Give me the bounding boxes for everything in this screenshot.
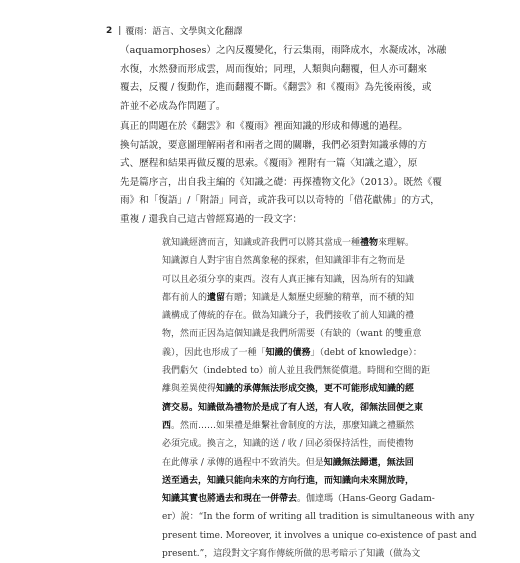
quote-line — [162, 271, 422, 289]
quote-line — [162, 417, 422, 435]
emphasized-text: 濟交易。知識做為禮物於是成了有人送，有人收，卻無法回便之東 — [162, 402, 424, 413]
paragraph-line: 換句話說，要意圖理解兩者和兩者之間的關聯，我們必須對知識承傳的方 — [120, 139, 427, 151]
quote-line — [162, 508, 475, 526]
quote-text: 。伽達瑪（Hans-Georg Gadam- — [297, 494, 435, 505]
quote-text: 就知識經濟而言，知識或許我們可以將其當成一種 — [162, 238, 361, 248]
quote-text: 物，然而正因為這個知識是我們所需要（有缺的（want 的雙重意 — [162, 329, 422, 340]
emphasized-text: 遺留 — [207, 292, 226, 303]
emphasized-text: 知識的承傳無法形成交換，更不可能形成知識的經 — [216, 384, 415, 395]
paragraph-line: 真正的問題在於《翻雲》和《覆雨》裡面知識的形成和傳遞的過程。 — [120, 121, 408, 132]
header-separator: | — [118, 25, 122, 36]
emphasized-text: 禮物 — [360, 238, 379, 248]
emphasized-text: 西 — [162, 420, 172, 431]
quote-line — [162, 490, 435, 508]
paragraph-line: 覆去，反覆 / 復動作，進而翻覆不斷。《翻雲》和《覆雨》為先後兩後，或 — [120, 82, 432, 93]
paragraph-line: 先是篇序言，出自我主編的《知識之礎：再探禮物文化》（2013）。既然《覆 — [120, 176, 442, 188]
quote-line — [162, 399, 422, 417]
quote-text: present.”，這段對文字寫作傳統所做的思考暗示了知識（做為文 — [162, 549, 421, 560]
quote-line — [162, 435, 422, 453]
quote-text: 都有前人的 — [162, 292, 208, 303]
quote-text: 來理解。 — [378, 238, 415, 248]
quote-line — [162, 234, 422, 252]
emphasized-text: 送至過去，知識只能向未來的方向行進，而知識向未來開放時， — [162, 475, 415, 486]
paragraph-line: 許並不必成為作問題了。 — [120, 100, 226, 112]
quote-line — [162, 289, 422, 307]
quote-line — [162, 325, 422, 343]
page-number: 2 — [106, 25, 113, 36]
quote-text: er）說：“In the form of writing all tradition is simultaneous with any — [162, 512, 475, 523]
book-title: 覆雨：語言、文學與文化翻譯 — [125, 27, 243, 37]
paragraph-2 — [120, 118, 442, 229]
quote-text: 在此傳承 / 承傳的過程中不致消失。但是 — [162, 457, 324, 468]
quote-line — [162, 307, 422, 325]
block-quote — [162, 234, 477, 563]
paragraph-1 — [120, 42, 447, 116]
emphasized-text: 知識無法歸還，無法回 — [323, 457, 414, 468]
quote-text: 知識源自人對宇宙自然萬象秘的探索，但知識卻非有之物而是 — [162, 256, 406, 267]
quote-line — [162, 362, 431, 380]
paragraph-line: 式、歷程和結果再做反覆的思索。《覆雨》裡附有一篇〈知識之遺〉，原 — [120, 158, 418, 169]
quote-text: 離與差異使得 — [162, 384, 217, 395]
emphasized-text: 知識其實也將過去和現在一併帶去 — [162, 494, 298, 505]
quote-line — [162, 527, 477, 545]
paragraph-line: 雨》和「復語」/「附語」同音，或許我可以以奇特的「借花獻佛」的方式， — [120, 195, 440, 206]
running-header — [106, 24, 242, 37]
quote-line — [162, 454, 422, 472]
quote-line — [162, 344, 422, 362]
quote-text: 我們虧欠（indebted to）前人並且我們無從償還。時間和空間的距 — [162, 366, 431, 377]
quote-text: 識構成了傳統的存在。做為知識分子，我們接收了前人知識的禮 — [162, 311, 415, 322]
quote-text: 。然而……如果禮是維繫社會制度的方法，那麼知識之禮顯然 — [171, 420, 415, 431]
quote-text: 必須完成。換言之，知識的送 / 收 / 回必須保持活性，而使禮物 — [162, 439, 414, 450]
quote-text: 」（debt of knowledge）： — [310, 347, 422, 358]
paragraph-line: 水復，水然發而形成雲，周而復始；同理，人類與向翻覆，但人亦可翻來 — [120, 63, 427, 75]
quote-line — [162, 252, 422, 270]
quote-line — [162, 472, 422, 490]
quote-text: present time. Moreover, it involves a unique co-existence of past and — [162, 530, 477, 541]
quote-text: 可以且必須分享的東西。沒有人真正擁有知識，因為所有的知識 — [162, 274, 415, 285]
quote-text: 有贈；知識是人類歷史經驗的精華，而不積的知 — [225, 292, 415, 303]
quote-text: 義），因此也形成了一種「 — [162, 347, 266, 358]
paragraph-line: （aquamorphoses）之內反覆變化，行云集雨，雨降成水，水凝成冰，冰融 — [120, 45, 447, 56]
quote-line — [162, 380, 422, 398]
paragraph-line: 重複 / 還我自己這古曾經寫過的一段文字： — [120, 213, 303, 225]
quote-line — [162, 545, 422, 563]
emphasized-text: 知識的債務 — [265, 347, 311, 358]
